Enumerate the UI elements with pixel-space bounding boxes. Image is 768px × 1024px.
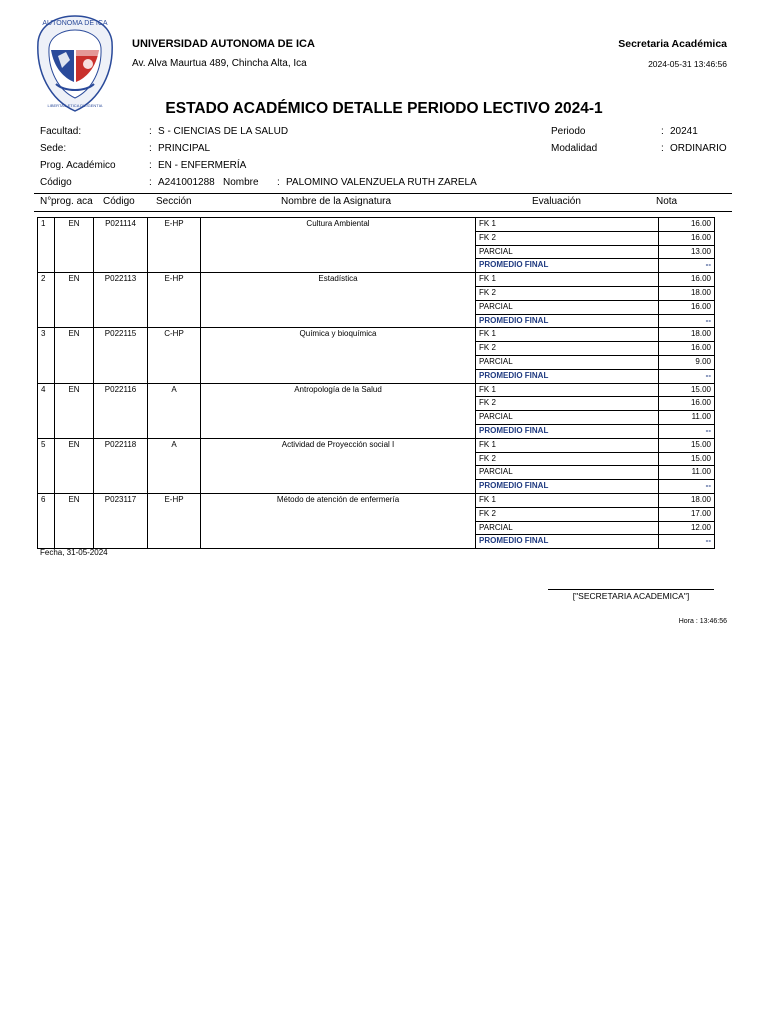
course-program: EN — [55, 328, 94, 383]
final-average-label: PROMEDIO FINAL — [476, 535, 659, 549]
footer-time: Hora : 13:46:56 — [678, 618, 727, 625]
grade-value: 16.00 — [659, 342, 715, 356]
periodo-label: Periodo — [551, 126, 586, 137]
grade-value: 16.00 — [659, 218, 715, 232]
prog-colon: : — [149, 160, 152, 171]
course-section: E-HP — [148, 273, 201, 328]
evaluation-label: FK 1 — [476, 328, 659, 342]
final-average-label: PROMEDIO FINAL — [476, 424, 659, 438]
evaluation-label: FK 1 — [476, 493, 659, 507]
grade-value: 15.00 — [659, 383, 715, 397]
grade-value: 16.00 — [659, 397, 715, 411]
evaluation-label: FK 1 — [476, 273, 659, 287]
course-code: P022116 — [94, 383, 148, 438]
final-average-label: PROMEDIO FINAL — [476, 480, 659, 494]
codigo-label: Código — [40, 177, 72, 188]
final-average-label: PROMEDIO FINAL — [476, 314, 659, 328]
grade-value: 18.00 — [659, 286, 715, 300]
course-code: P022118 — [94, 438, 148, 493]
evaluation-label: PARCIAL — [476, 355, 659, 369]
evaluation-label: FK 1 — [476, 218, 659, 232]
grade-value: 11.00 — [659, 466, 715, 480]
facultad-colon: : — [149, 126, 152, 137]
final-average-value: -- — [659, 314, 715, 328]
course-number: 1 — [38, 218, 55, 273]
page-title: ESTADO ACADÉMICO DETALLE PERIODO LECTIVO 2024-1 — [165, 100, 603, 117]
evaluation-label: PARCIAL — [476, 411, 659, 425]
course-name: Estadística — [201, 273, 476, 328]
course-program: EN — [55, 383, 94, 438]
course-code: P023117 — [94, 493, 148, 548]
sede-value: PRINCIPAL — [158, 143, 211, 154]
col-header-n: N° — [40, 196, 52, 207]
sede-colon: : — [149, 143, 152, 154]
course-name: Química y bioquímica — [201, 328, 476, 383]
final-average-label: PROMEDIO FINAL — [476, 259, 659, 273]
grade-value: 12.00 — [659, 521, 715, 535]
footer-date: Fecha, 31-05-2024 — [40, 548, 108, 557]
university-address: Av. Alva Maurtua 489, Chincha Alta, Ica — [132, 58, 307, 69]
course-number: 2 — [38, 273, 55, 328]
course-name: Actividad de Proyección social I — [201, 438, 476, 493]
grade-value: 16.00 — [659, 273, 715, 287]
final-average-value: -- — [659, 259, 715, 273]
course-program: EN — [55, 438, 94, 493]
final-average-value: -- — [659, 535, 715, 549]
sede-label: Sede: — [40, 143, 67, 154]
grade-value: 17.00 — [659, 507, 715, 521]
grade-value: 15.00 — [659, 452, 715, 466]
course-number: 5 — [38, 438, 55, 493]
evaluation-label: PARCIAL — [476, 245, 659, 259]
evaluation-label: FK 2 — [476, 231, 659, 245]
table-row — [38, 218, 715, 232]
table-row — [38, 438, 715, 452]
grade-value: 18.00 — [659, 328, 715, 342]
evaluation-label: PARCIAL — [476, 521, 659, 535]
nombre-value: PALOMINO VALENZUELA RUTH ZARELA — [286, 177, 477, 188]
grade-value: 11.00 — [659, 411, 715, 425]
table-row — [38, 273, 715, 287]
grade-value: 16.00 — [659, 300, 715, 314]
course-section: E-HP — [148, 218, 201, 273]
grades-table — [37, 217, 715, 549]
grade-value: 16.00 — [659, 231, 715, 245]
course-section: E-HP — [148, 493, 201, 548]
col-header-codigo: Código — [103, 196, 135, 207]
evaluation-label: FK 1 — [476, 438, 659, 452]
logo-motto: LIBERTAS ETICA DILIGENTIA — [47, 103, 103, 108]
signature-line — [548, 589, 714, 590]
grade-value: 13.00 — [659, 245, 715, 259]
evaluation-label: FK 2 — [476, 342, 659, 356]
nombre-colon: : — [277, 177, 280, 188]
course-name: Método de atención de enfermería — [201, 493, 476, 548]
col-header-prog: prog. aca — [51, 196, 93, 207]
grade-value: 9.00 — [659, 355, 715, 369]
course-name: Cultura Ambiental — [201, 218, 476, 273]
print-datetime: 2024-05-31 13:46:56 — [648, 59, 727, 69]
course-number: 6 — [38, 493, 55, 548]
grade-value: 18.00 — [659, 493, 715, 507]
course-code: P021114 — [94, 218, 148, 273]
course-program: EN — [55, 493, 94, 548]
university-seal-logo — [34, 12, 116, 114]
course-number: 3 — [38, 328, 55, 383]
table-row — [38, 493, 715, 507]
col-header-nota: Nota — [656, 196, 678, 207]
signature-label: ["SECRETARIA ACADEMICA"] — [572, 591, 690, 601]
col-header-seccion: Sección — [156, 196, 192, 207]
final-average-value: -- — [659, 424, 715, 438]
evaluation-label: FK 1 — [476, 383, 659, 397]
course-section: A — [148, 438, 201, 493]
periodo-value: 20241 — [670, 126, 698, 137]
final-average-value: -- — [659, 480, 715, 494]
course-program: EN — [55, 218, 94, 273]
final-average-value: -- — [659, 369, 715, 383]
col-header-asignatura: Nombre de la Asignatura — [281, 196, 392, 207]
codigo-colon: : — [149, 177, 152, 188]
evaluation-label: FK 2 — [476, 397, 659, 411]
facultad-value: S - CIENCIAS DE LA SALUD — [158, 126, 289, 137]
prog-label: Prog. Académico — [40, 160, 116, 171]
evaluation-label: FK 2 — [476, 452, 659, 466]
facultad-label: Facultad: — [40, 126, 82, 137]
office-name: Secretaria Académica — [618, 38, 727, 50]
periodo-colon: : — [661, 126, 664, 137]
evaluation-label: PARCIAL — [476, 300, 659, 314]
table-row — [38, 383, 715, 397]
modalidad-label: Modalidad — [551, 143, 598, 154]
university-name: UNIVERSIDAD AUTONOMA DE ICA — [132, 38, 315, 50]
header-bottom-rule — [34, 211, 732, 212]
codigo-value: A241001288 — [158, 177, 215, 188]
course-name: Antropología de la Salud — [201, 383, 476, 438]
col-header-evaluacion: Evaluación — [532, 196, 581, 207]
grade-value: 15.00 — [659, 438, 715, 452]
course-number: 4 — [38, 383, 55, 438]
course-program: EN — [55, 273, 94, 328]
final-average-label: PROMEDIO FINAL — [476, 369, 659, 383]
header-top-rule — [34, 193, 732, 194]
nombre-label: Nombre — [223, 177, 259, 188]
table-row — [38, 328, 715, 342]
evaluation-label: PARCIAL — [476, 466, 659, 480]
course-code: P022115 — [94, 328, 148, 383]
modalidad-colon: : — [661, 143, 664, 154]
modalidad-value: ORDINARIO — [670, 143, 727, 154]
course-section: A — [148, 383, 201, 438]
course-section: C-HP — [148, 328, 201, 383]
logo-text: AUTONOMA DE ICA — [42, 20, 108, 27]
evaluation-label: FK 2 — [476, 507, 659, 521]
evaluation-label: FK 2 — [476, 286, 659, 300]
prog-value: EN - ENFERMERÍA — [158, 160, 247, 171]
course-code: P022113 — [94, 273, 148, 328]
